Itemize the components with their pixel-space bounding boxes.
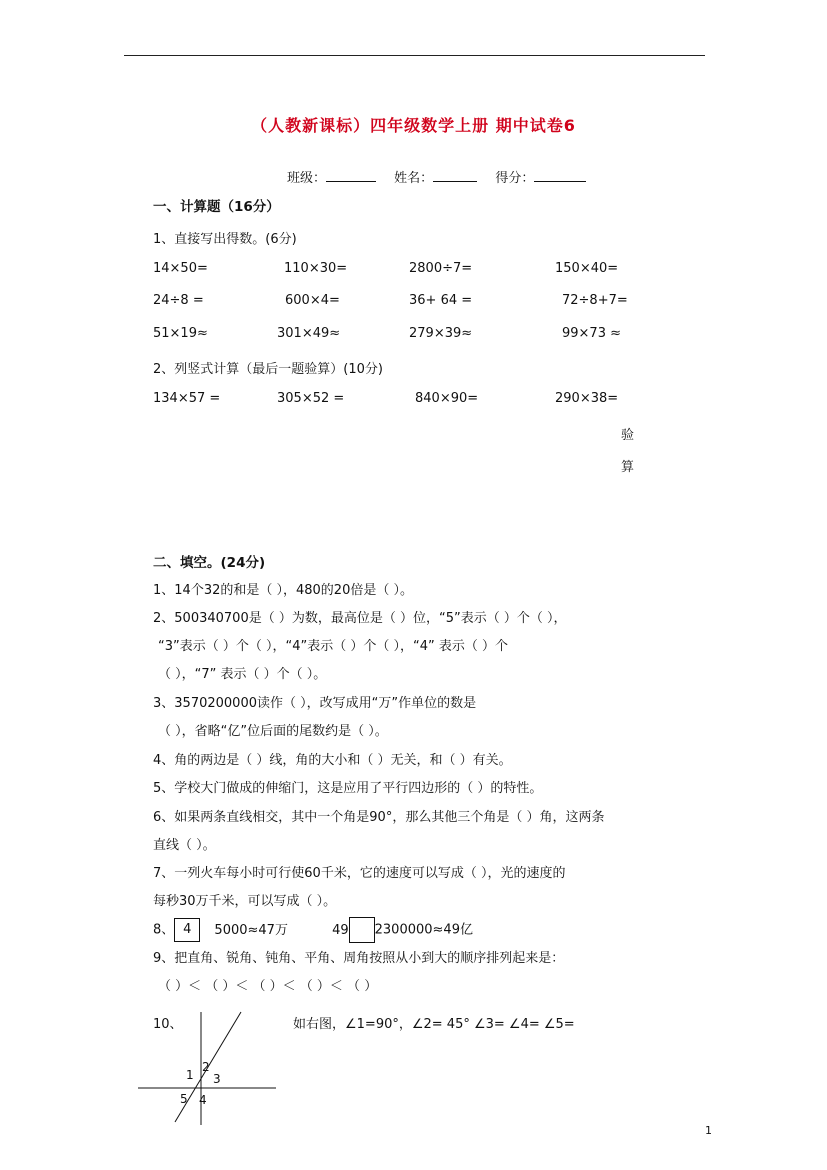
- calc-r3-c3: 279×39≈: [409, 326, 473, 341]
- calc-r1-c4: 150×40=: [555, 261, 619, 276]
- calc-r1-c2: 110×30=: [284, 261, 348, 276]
- q10-number: 10、: [153, 1017, 183, 1032]
- q1-title: 1、直接写出得数。(6分): [153, 232, 297, 247]
- section1-heading: 一、计算题（16分）: [153, 199, 280, 215]
- fill-line-7a: 7、一列火车每小时可行使60千米，它的速度可以写成（ ），光的速度的: [153, 866, 566, 881]
- fill-line-2c: （ ），“7” 表示（ ）个（ ）。: [158, 667, 327, 682]
- calc-r3-c2: 301×49≈: [277, 326, 341, 341]
- fill-line-3a: 3、3570200000读作（ ），改写成用“万”作单位的数是: [153, 696, 477, 711]
- name-label: 姓名：: [394, 171, 434, 186]
- page-number: 1: [705, 1124, 712, 1137]
- angle-label-2: 2: [202, 1060, 210, 1074]
- q8-part-1: 5000≈47万: [214, 922, 288, 938]
- vertical-calc-4: 290×38=: [555, 391, 619, 406]
- angle-label-5: 5: [180, 1092, 188, 1106]
- calc-r2-c4: 72÷8+7=: [562, 293, 628, 308]
- fill-line-1: 1、14个32的和是（ ），480的20倍是（ ）。: [153, 583, 413, 598]
- fill-line-6a: 6、如果两条直线相交，其中一个角是90°，那么其他三个角是（ ）角，这两条: [153, 810, 605, 825]
- q8-box-1[interactable]: 4: [174, 918, 200, 942]
- score-label: 得分：: [495, 171, 535, 186]
- q2-title: 2、列竖式计算（最后一题验算）(10分): [153, 362, 383, 377]
- vertical-calc-1: 134×57 =: [153, 391, 221, 406]
- fill-line-2a: 2、500340700是（ ）为数，最高位是（ ）位，“5”表示（ ）个（ ），: [153, 611, 567, 626]
- calc-r3-c1: 51×19≈: [153, 326, 208, 341]
- calc-r3-c4: 99×73 ≈: [562, 326, 622, 341]
- angle-label-4: 4: [199, 1093, 207, 1107]
- fill-line-6b: 直线（ ）。: [153, 838, 216, 853]
- fill-line-10: 如右图，∠1=90°，∠2= 45° ∠3= ∠4= ∠5=: [293, 1017, 575, 1032]
- calc-r2-c1: 24÷8 =: [153, 293, 204, 308]
- fill-line-2b: “3”表示（ ）个（ ），“4”表示（ ）个（ ），“4” 表示（ ）个: [158, 639, 509, 654]
- check-label-2: 算: [621, 460, 635, 475]
- angle-label-1: 1: [186, 1068, 194, 1082]
- page-title: （人教新课标）四年级数学上册 期中试卷6: [251, 116, 576, 135]
- calc-r2-c3: 36+ 64 =: [409, 293, 473, 308]
- fill-line-9a: 9、把直角、锐角、钝角、平角、周角按照从小到大的顺序排列起来是：: [153, 951, 565, 966]
- calc-r1-c1: 14×50=: [153, 261, 208, 276]
- vertical-calc-3: 840×90=: [415, 391, 479, 406]
- fill-line-9b: （ ）＜ （ ）＜ （ ）＜ （ ）＜ （ ）: [158, 979, 378, 994]
- vertical-calc-2: 305×52 =: [277, 391, 345, 406]
- check-label-1: 验: [621, 428, 635, 443]
- angle-label-3: 3: [213, 1072, 221, 1086]
- fill-line-5: 5、学校大门做成的伸缩门，这是应用了平行四边形的（ ）的特性。: [153, 781, 543, 796]
- section2-heading: 二、填空。(24分): [153, 555, 266, 571]
- q8-number: 8、: [153, 922, 175, 938]
- calc-r1-c3: 2800÷7=: [409, 261, 473, 276]
- q8-part-2: 2300000≈49亿: [374, 922, 473, 938]
- class-label: 班级：: [287, 171, 327, 186]
- fill-line-4: 4、角的两边是（ ）线，角的大小和（ ）无关，和（ ）有关。: [153, 753, 512, 768]
- calc-r2-c2: 600×4=: [285, 293, 340, 308]
- fill-line-3b: （ ），省略“亿”位后面的尾数约是（ ）。: [158, 724, 388, 739]
- fill-line-7b: 每秒30万千米，可以写成（ ）。: [153, 894, 337, 909]
- q8-prefix-2: 49: [332, 922, 349, 938]
